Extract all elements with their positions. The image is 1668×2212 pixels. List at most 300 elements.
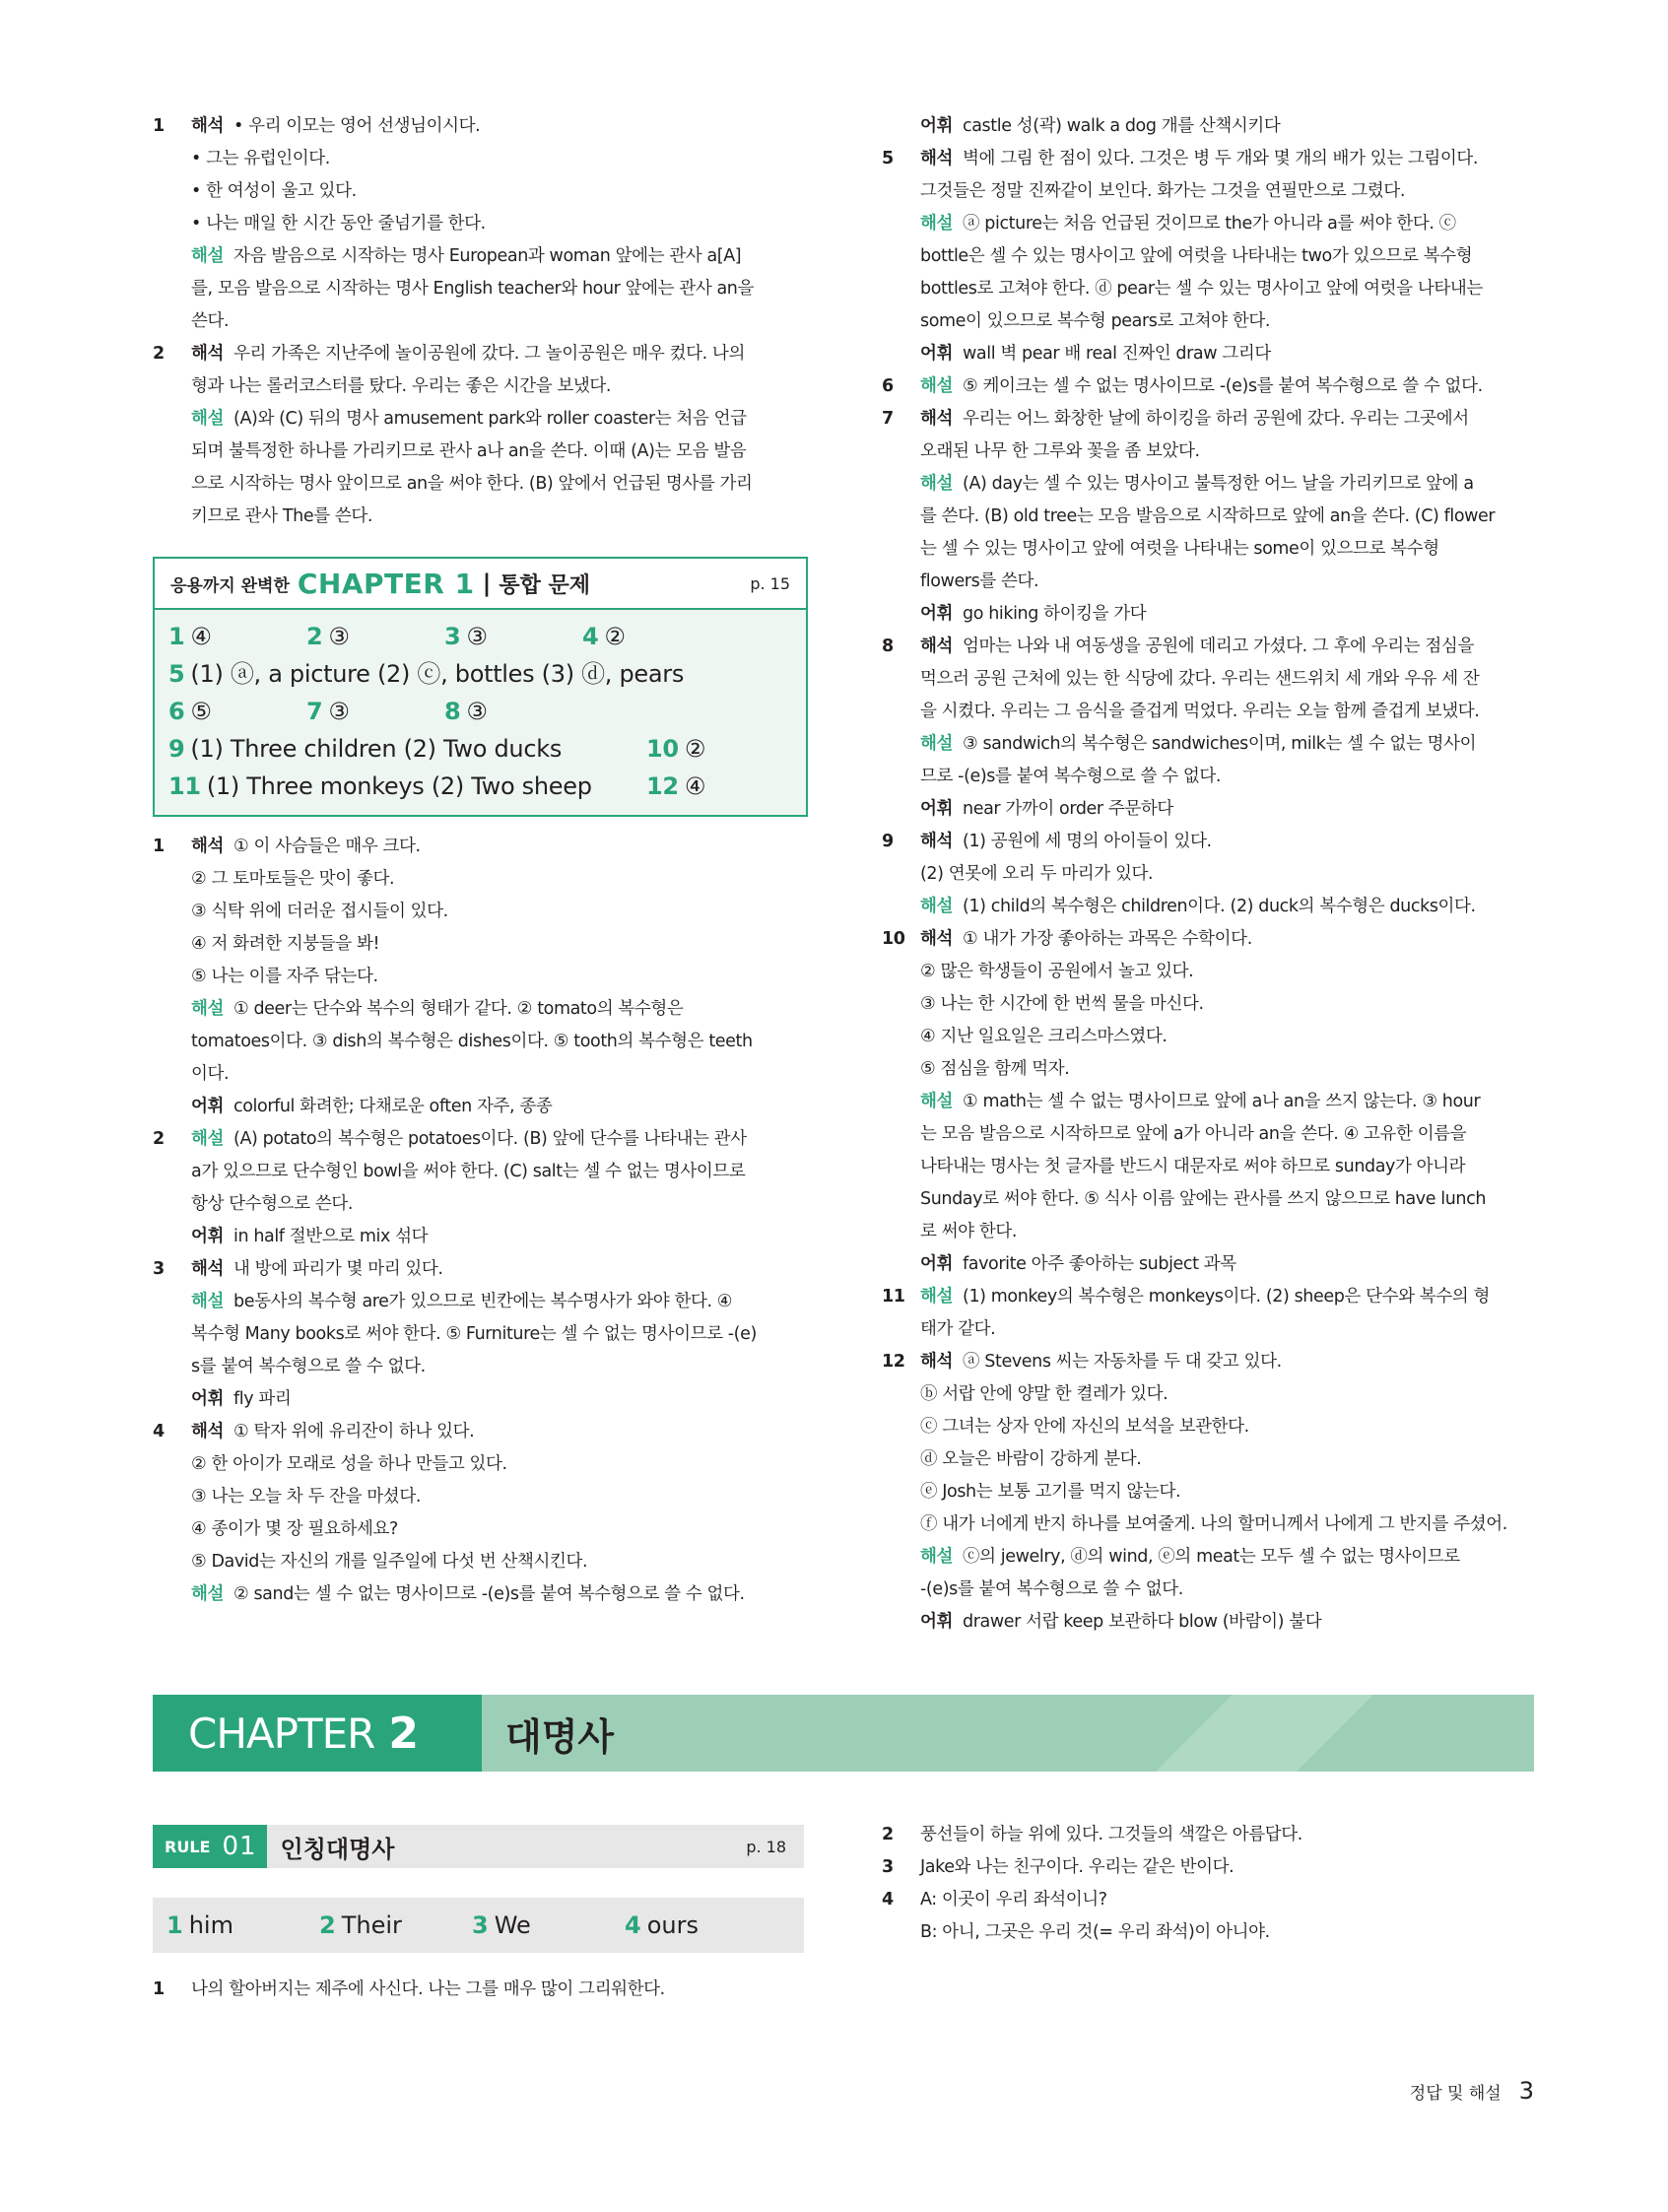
- item-number: 7: [882, 409, 894, 429]
- line-text: ⑤ 나는 이를 자주 닦는다.: [191, 967, 378, 986]
- chapter-number: 2: [388, 1708, 419, 1759]
- explanation-line: 나의 할아버지는 제주에 사신다. 나는 그를 매우 많이 그리워한다.: [191, 1979, 665, 1999]
- line-label: 해설: [191, 1292, 225, 1311]
- rule-answers: [153, 1898, 804, 1953]
- line-label: 해설: [920, 474, 954, 494]
- explanation-item: [882, 370, 1534, 403]
- answer-row: [168, 655, 792, 693]
- answer-number: 7: [306, 698, 323, 725]
- explanation-line: [920, 1574, 1534, 1606]
- line-label: 어휘: [191, 1389, 225, 1409]
- line-text: 되며 불특정한 하나를 가리키므로 관사 a나 an을 쓴다. 이때 (A)는 모음 발음: [191, 441, 747, 461]
- line-text: ③ 식탁 위에 더러운 접시들이 있다.: [191, 902, 448, 921]
- line-text: 형과 나는 롤러코스터를 탔다. 우리는 좋은 시간을 보냈다.: [191, 376, 612, 396]
- line-text: 먹으러 공원 근처에 있는 한 식당에 갔다. 우리는 샌드위치 세 개와 우유 세 잔: [920, 669, 1480, 689]
- line-text: 그것들은 정말 진짜같이 보인다. 화가는 그것을 연필만으로 그렸다.: [920, 181, 1406, 201]
- line-text: ⑤ David는 자신의 개를 일주일에 다섯 번 산책시킨다.: [191, 1552, 588, 1572]
- rule-answer: [305, 1911, 458, 1939]
- explanation-line: [191, 110, 808, 143]
- explanation-line: [920, 305, 1534, 338]
- item-number: 1: [153, 1979, 165, 1999]
- explanation-line: [920, 1346, 1534, 1378]
- explanation-line: [191, 896, 808, 928]
- line-text: 내 방에 파리가 몇 마리 있다.: [234, 1259, 443, 1279]
- explanation-line: [920, 1541, 1534, 1574]
- explanation-line: [920, 1443, 1534, 1476]
- line-label: 해설: [920, 376, 954, 396]
- page-number: 3: [1518, 2077, 1534, 2105]
- chapter2-label: [153, 1695, 482, 1772]
- answer-cell: [168, 768, 646, 805]
- explanation-line: [920, 956, 1534, 988]
- line-label: 해석: [191, 1422, 225, 1441]
- rule-answer-value: ours: [646, 1911, 699, 1939]
- line-label: 해석: [920, 637, 954, 656]
- explanation-line: [191, 1156, 808, 1188]
- left-top-items: [153, 110, 808, 533]
- explanation-line: [191, 468, 808, 501]
- line-text: colorful 화려한; 다채로운 often 자주, 종종: [234, 1097, 553, 1116]
- line-label: 해석: [191, 837, 225, 856]
- answer-value: ②: [684, 735, 706, 763]
- explanation-line: [920, 1248, 1534, 1281]
- line-text: ① 탁자 위에 유리잔이 하나 있다.: [234, 1422, 475, 1441]
- line-text: (1) monkey의 복수형은 monkeys이다. (2) sheep은 단수와 복수의 형: [963, 1287, 1490, 1307]
- line-text: ⓒ의 jewelry, ⓓ의 wind, ⓔ의 meat는 모두 셀 수 없는 명사이므로: [963, 1547, 1460, 1567]
- line-text: 이다.: [191, 1064, 230, 1084]
- line-text: ③ 나는 한 시간에 한 번씩 물을 마신다.: [920, 994, 1204, 1014]
- line-text: 를, 모음 발음으로 시작하는 명사 English teacher와 hour 앞에는 관사 an을: [191, 279, 755, 299]
- rule-answer: [611, 1911, 764, 1939]
- line-text: ③ 나는 오늘 차 두 잔을 마셨다.: [191, 1487, 421, 1507]
- item-number: 4: [882, 1890, 894, 1910]
- explanation-line: [191, 1221, 808, 1253]
- line-text: • 한 여성이 울고 있다.: [191, 181, 357, 201]
- answer-cell: [306, 693, 444, 730]
- line-text: bottle은 셀 수 있는 명사이고 앞에 여럿을 나타내는 two가 있으므로 복수형: [920, 246, 1473, 266]
- line-text: drawer 서랍 keep 보관하다 blow (바람이) 불다: [963, 1612, 1322, 1632]
- line-label: 해석: [920, 929, 954, 949]
- line-label: 해설: [920, 734, 954, 754]
- explanation-line: [191, 501, 808, 533]
- answer-cell: [444, 693, 582, 730]
- bottom-right-items: [882, 1819, 1534, 1949]
- item-number: 1: [153, 837, 165, 856]
- line-text: flowers를 쓴다.: [920, 571, 1039, 591]
- footer-label: 정답 및 해설: [1409, 2083, 1501, 2104]
- explanation-line: [920, 1118, 1534, 1151]
- explanation-line: [191, 1351, 808, 1383]
- item-number: 6: [882, 376, 894, 396]
- line-label: 어휘: [920, 1254, 954, 1274]
- line-label: 해석: [920, 832, 954, 851]
- explanation-line: [920, 696, 1534, 728]
- line-text: • 나는 매일 한 시간 동안 줄넘기를 한다.: [191, 214, 486, 234]
- explanation-line: [191, 1091, 808, 1123]
- answer-value: ④: [190, 623, 212, 650]
- line-text: ④ 종이가 몇 장 필요하세요?: [191, 1519, 398, 1539]
- rule-tag: [153, 1825, 267, 1868]
- explanation-line: [191, 436, 808, 468]
- answer-cell: [168, 618, 306, 655]
- explanation-item: [882, 923, 1534, 1281]
- line-text: ⓐ picture는 처음 언급된 것이므로 the가 아니라 a를 써야 한다. ⓒ: [963, 214, 1456, 234]
- item-number: 12: [882, 1352, 905, 1372]
- line-text: ① math는 셀 수 없는 명사이므로 앞에 a나 an을 쓰지 않는다. ③ hour: [963, 1092, 1481, 1111]
- right-items: [882, 110, 1534, 1639]
- explanation-line: [191, 863, 808, 896]
- banner-stripe: [1071, 1695, 1534, 1772]
- explanation-line: [191, 1546, 808, 1578]
- explanation-line: [920, 1151, 1534, 1183]
- answer-value: ⑤: [190, 698, 212, 725]
- rule-answer-number: 1: [167, 1911, 183, 1939]
- answer-cell: [646, 730, 784, 768]
- line-text: • 그는 유럽인이다.: [191, 149, 330, 168]
- line-label: 해석: [191, 116, 225, 136]
- right-column: [882, 110, 1534, 1639]
- explanation-line: [920, 1313, 1534, 1346]
- line-text: a가 있으므로 단수형인 bowl을 써야 한다. (C) salt는 셀 수 없는 명사이므로: [191, 1162, 746, 1181]
- answer-value: ③: [466, 623, 488, 650]
- line-text: 를 쓴다. (B) old tree는 모음 발음으로 시작하므로 앞에 an을 쓴다. (C) flower: [920, 506, 1496, 526]
- explanation-line: [920, 1508, 1534, 1541]
- line-text: ④ 지난 일요일은 크리스마스였다.: [920, 1027, 1168, 1046]
- line-text: 태가 같다.: [920, 1319, 996, 1339]
- line-text: 로 써야 한다.: [920, 1222, 1018, 1241]
- explanation-item: [882, 1916, 1534, 1949]
- line-text: ② 많은 학생들이 공원에서 놀고 있다.: [920, 962, 1194, 981]
- explanation-line: [191, 1253, 808, 1286]
- line-text: 는 모음 발음으로 시작하므로 앞에 a가 아니라 an을 쓴다. ④ 고유한 이름을: [920, 1124, 1467, 1144]
- explanation-line: 풍선들이 하늘 위에 있다. 그것들의 색깔은 아름답다.: [920, 1825, 1302, 1844]
- answer-box-chapter: CHAPTER 1: [297, 567, 475, 600]
- answer-value: (1) ⓐ, a picture (2) ⓒ, bottles (3) ⓓ, pears: [190, 660, 685, 688]
- line-text: (2) 연못에 오리 두 마리가 있다.: [920, 864, 1154, 884]
- line-text: 키므로 관사 The를 쓴다.: [191, 506, 373, 526]
- line-text: castle 성(곽) walk a dog 개를 산책시키다: [963, 116, 1281, 136]
- line-label: 해설: [920, 1287, 954, 1307]
- explanation-item: [882, 1884, 1534, 1916]
- line-text: 오래된 나무 한 그루와 꽃을 좀 보았다.: [920, 441, 1200, 461]
- explanation-line: [920, 468, 1534, 501]
- explanation-line: [191, 961, 808, 993]
- rule-answer-value: Their: [341, 1911, 402, 1939]
- line-text: 벽에 그림 한 점이 있다. 그것은 병 두 개와 몇 개의 배가 있는 그림이다.: [963, 149, 1479, 168]
- answer-value: ④: [684, 772, 706, 800]
- answer-cell: [306, 618, 444, 655]
- explanation-line: [920, 1021, 1534, 1053]
- rule-tag-label: RULE: [165, 1837, 211, 1856]
- explanation-item: [153, 1253, 808, 1416]
- line-text: ② 그 토마토들은 맛이 좋다.: [191, 869, 395, 889]
- explanation-line: [920, 1216, 1534, 1248]
- explanation-line: [191, 1123, 808, 1156]
- line-text: ① 이 사슴들은 매우 크다.: [234, 837, 421, 856]
- rule-answer-number: 4: [625, 1911, 641, 1939]
- explanation-line: [920, 891, 1534, 923]
- item-number: 2: [153, 1129, 165, 1149]
- item-number: 2: [153, 344, 165, 364]
- line-text: fly 파리: [234, 1389, 292, 1409]
- rule-answer-number: 3: [472, 1911, 489, 1939]
- item-number: 3: [153, 1259, 165, 1279]
- line-text: 는 셀 수 있는 명사이고 앞에 여럿을 나타내는 some이 있으므로 복수형: [920, 539, 1439, 559]
- answer-value: (1) Three children (2) Two ducks: [190, 735, 563, 763]
- explanation-item: [882, 1819, 1534, 1851]
- explanation-item: [153, 1416, 808, 1611]
- line-label: 해설: [191, 246, 225, 266]
- answer-number: 8: [444, 698, 461, 725]
- answer-box-prefix: 응용까지 완벽한: [170, 575, 290, 596]
- item-number: 4: [153, 1422, 165, 1441]
- line-label: 해석: [920, 409, 954, 429]
- explanation-line: [920, 1281, 1534, 1313]
- explanation-line: [920, 208, 1534, 240]
- explanation-item: [882, 110, 1534, 143]
- explanation-line: [191, 403, 808, 436]
- explanation-item: [882, 1281, 1534, 1346]
- line-label: 어휘: [920, 604, 954, 624]
- rule-answer: [458, 1911, 611, 1939]
- explanation-line: [920, 1411, 1534, 1443]
- line-text: (1) 공원에 세 명의 아이들이 있다.: [963, 832, 1212, 851]
- page-footer: [1410, 2077, 1534, 2105]
- line-text: favorite 아주 좋아하는 subject 과목: [963, 1254, 1236, 1274]
- explanation-line: [191, 1286, 808, 1318]
- answer-box-page: p. 15: [750, 573, 790, 593]
- explanation-line: [920, 273, 1534, 305]
- line-label: 어휘: [191, 1227, 225, 1246]
- item-number: 2: [882, 1825, 894, 1844]
- line-text: near 가까이 order 주문하다: [963, 799, 1173, 819]
- explanation-line: [920, 175, 1534, 208]
- line-label: 해설: [191, 999, 225, 1019]
- line-text: ⓒ 그녀는 상자 안에 자신의 보석을 보관한다.: [920, 1417, 1249, 1437]
- explanation-line: [191, 1448, 808, 1481]
- line-label: 어휘: [920, 799, 954, 819]
- answer-number: 10: [646, 735, 679, 763]
- answer-value: ③: [328, 698, 350, 725]
- explanation-line: [920, 858, 1534, 891]
- answer-row: [168, 768, 792, 805]
- explanation-line: [920, 761, 1534, 793]
- answer-box-title: 통합 문제: [499, 572, 591, 598]
- explanation-line: Jake와 나는 친구이다. 우리는 같은 반이다.: [920, 1857, 1234, 1877]
- answer-cell: [444, 618, 582, 655]
- explanation-line: [191, 1481, 808, 1513]
- line-text: 으로 시작하는 명사 앞이므로 an을 써야 한다. (B) 앞에서 언급된 명사를 가리: [191, 474, 753, 494]
- explanation-item: [153, 1123, 808, 1253]
- explanation-line: [920, 533, 1534, 566]
- explanation-line: [191, 208, 808, 240]
- explanation-line: [920, 1183, 1534, 1216]
- explanation-item: [153, 110, 808, 338]
- explanation-item: [882, 403, 1534, 631]
- line-text: ⓐ Stevens 씨는 자동차를 두 대 갖고 있다.: [963, 1352, 1282, 1372]
- answer-value: ②: [604, 623, 626, 650]
- line-text: ⓑ 서랍 안에 양말 한 켤레가 있다.: [920, 1384, 1168, 1404]
- rule-answer-number: 2: [319, 1911, 336, 1939]
- explanation-line: [920, 1086, 1534, 1118]
- explanation-line: [920, 793, 1534, 826]
- line-text: ② 한 아이가 모래로 성을 하나 만들고 있다.: [191, 1454, 507, 1474]
- answer-row: [168, 730, 792, 768]
- rule-title: 인칭대명사: [280, 1835, 395, 1863]
- line-text: • 우리 이모는 영어 선생님이시다.: [234, 116, 481, 136]
- explanation-line: [920, 566, 1534, 598]
- explanation-line: [920, 143, 1534, 175]
- line-text: (A)와 (C) 뒤의 명사 amusement park와 roller coaster는 처음 언급: [234, 409, 747, 429]
- explanation-line: A: 이곳이 우리 좌석이니?: [920, 1890, 1107, 1910]
- answer-box-chapter1: [153, 557, 808, 817]
- explanation-line: [920, 240, 1534, 273]
- explanation-line: [920, 728, 1534, 761]
- explanation-line: [191, 143, 808, 175]
- line-text: 우리 가족은 지난주에 놀이공원에 갔다. 그 놀이공원은 매우 컸다. 나의: [234, 344, 745, 364]
- line-label: 해설: [920, 897, 954, 916]
- line-label: 어휘: [920, 1612, 954, 1632]
- explanation-item: [882, 826, 1534, 923]
- explanation-line: [920, 1378, 1534, 1411]
- explanation-line: [920, 501, 1534, 533]
- line-text: 우리는 어느 화창한 날에 하이킹을 하러 공원에 갔다. 우리는 그곳에서: [963, 409, 1469, 429]
- explanation-line: [191, 1578, 808, 1611]
- explanation-line: [920, 1053, 1534, 1086]
- explanation-item: [882, 1851, 1534, 1884]
- answer-value: ③: [466, 698, 488, 725]
- left-bottom-items: [153, 831, 808, 1611]
- answer-number: 11: [168, 772, 201, 800]
- answer-number: 6: [168, 698, 185, 725]
- answer-number: 3: [444, 623, 461, 650]
- explanation-line: [920, 631, 1534, 663]
- line-text: s를 붙여 복수형으로 쓸 수 없다.: [191, 1357, 426, 1376]
- left-column: [153, 110, 808, 1611]
- answer-box-separator: |: [482, 570, 492, 597]
- explanation-line: [191, 1188, 808, 1221]
- line-label: 해설: [191, 409, 225, 429]
- answer-cell: [168, 693, 306, 730]
- line-text: tomatoes이다. ③ dish의 복수형은 dishes이다. ⑤ tooth의 복수형은 teeth: [191, 1032, 753, 1051]
- explanation-line: [191, 1026, 808, 1058]
- item-number: 5: [882, 149, 894, 168]
- line-label: 해설: [920, 1092, 954, 1111]
- rule-answer-value: him: [188, 1911, 234, 1939]
- line-text: 므로 -(e)s를 붙여 복수형으로 쓸 수 없다.: [920, 767, 1222, 786]
- explanation-line: [191, 240, 808, 273]
- line-label: 해설: [920, 214, 954, 234]
- explanation-line: [191, 1383, 808, 1416]
- line-text: in half 절반으로 mix 섞다: [234, 1227, 429, 1246]
- line-text: ⓔ Josh는 보통 고기를 먹지 않는다.: [920, 1482, 1181, 1502]
- item-number: 10: [882, 929, 905, 949]
- explanation-line: [191, 993, 808, 1026]
- line-text: ① 내가 가장 좋아하는 과목은 수학이다.: [963, 929, 1252, 949]
- chapter2-banner: [153, 1695, 1534, 1772]
- explanation-line: [920, 598, 1534, 631]
- answer-number: 1: [168, 623, 185, 650]
- rule-header: [153, 1825, 804, 1868]
- answer-number: 12: [646, 772, 679, 800]
- answer-cell: [168, 655, 792, 693]
- answer-cell: [646, 768, 784, 805]
- line-text: (A) day는 셀 수 있는 명사이고 불특정한 어느 날을 가리키므로 앞에 a: [963, 474, 1474, 494]
- line-label: 해석: [191, 344, 225, 364]
- chapter2-title: 대명사: [505, 1714, 615, 1759]
- answer-number: 9: [168, 735, 185, 763]
- chapter-word: CHAPTER: [188, 1709, 375, 1758]
- answer-value: ③: [328, 623, 350, 650]
- explanation-line: [191, 338, 808, 370]
- line-text: ④ 저 화려한 지붕들을 봐!: [191, 934, 380, 954]
- rule-page: p. 18: [746, 1837, 786, 1856]
- line-text: ⑤ 점심을 함께 먹자.: [920, 1059, 1070, 1079]
- line-text: go hiking 하이킹을 가다: [963, 604, 1147, 624]
- explanation-line: B: 아니, 그곳은 우리 것(= 우리 좌석)이 아니야.: [920, 1922, 1270, 1942]
- line-label: 해설: [191, 1129, 225, 1149]
- line-text: 자음 발음으로 시작하는 명사 European과 woman 앞에는 관사 a[A]: [234, 246, 742, 266]
- explanation-line: [191, 1058, 808, 1091]
- explanation-line: [191, 370, 808, 403]
- line-label: 어휘: [191, 1097, 225, 1116]
- rule-answer: [153, 1911, 305, 1939]
- explanation-line: [920, 988, 1534, 1021]
- line-text: ① deer는 단수와 복수의 형태가 같다. ② tomato의 복수형은: [234, 999, 684, 1019]
- item-number: 9: [882, 832, 894, 851]
- answer-box-header: [155, 559, 806, 610]
- explanation-line: [920, 826, 1534, 858]
- explanation-item: [153, 831, 808, 1123]
- line-text: -(e)s를 붙여 복수형으로 쓸 수 없다.: [920, 1579, 1183, 1599]
- item-number: 11: [882, 1287, 905, 1307]
- line-text: ⓓ 오늘은 바람이 강하게 분다.: [920, 1449, 1142, 1469]
- answer-number: 5: [168, 660, 185, 688]
- line-label: 해석: [191, 1259, 225, 1279]
- explanation-line: [920, 338, 1534, 370]
- explanation-line: [191, 1416, 808, 1448]
- answer-number: 2: [306, 623, 323, 650]
- answer-cell: [582, 618, 720, 655]
- line-text: 엄마는 나와 내 여동생을 공원에 데리고 가셨다. 그 후에 우리는 점심을: [963, 637, 1474, 656]
- line-text: 항상 단수형으로 쓴다.: [191, 1194, 354, 1214]
- item-number: 8: [882, 637, 894, 656]
- explanation-line: [920, 923, 1534, 956]
- bottom-left-items: [153, 1974, 808, 2006]
- explanation-line: [191, 273, 808, 305]
- line-label: 해설: [191, 1584, 225, 1604]
- explanation-item: [882, 143, 1534, 370]
- line-text: (1) child의 복수형은 children이다. (2) duck의 복수형은 ducks이다.: [963, 897, 1476, 916]
- explanation-line: [920, 403, 1534, 436]
- answer-row: [168, 693, 792, 730]
- line-text: some이 있으므로 복수형 pears로 고쳐야 한다.: [920, 311, 1270, 331]
- line-text: 쓴다.: [191, 311, 230, 331]
- answer-row: [168, 618, 792, 655]
- explanation-line: [191, 305, 808, 338]
- rule-number: 01: [222, 1832, 257, 1861]
- line-label: 어휘: [920, 116, 954, 136]
- explanation-item: [153, 1974, 808, 2006]
- explanation-line: [920, 1606, 1534, 1639]
- line-text: ③ sandwich의 복수형은 sandwiches이며, milk는 셀 수 없는 명사이: [963, 734, 1477, 754]
- explanation-line: [191, 1513, 808, 1546]
- line-text: bottles로 고쳐야 한다. ⓓ pear는 셀 수 있는 명사이고 앞에 여럿을 나타내는: [920, 279, 1483, 299]
- line-text: 복수형 Many books로 써야 한다. ⑤ Furniture는 셀 수 없는 명사이므로 -(e): [191, 1324, 757, 1344]
- rule-answer-value: We: [494, 1911, 531, 1939]
- line-text: ② sand는 셀 수 없는 명사이므로 -(e)s를 붙여 복수형으로 쓸 수 없다.: [234, 1584, 745, 1604]
- line-label: 해석: [920, 149, 954, 168]
